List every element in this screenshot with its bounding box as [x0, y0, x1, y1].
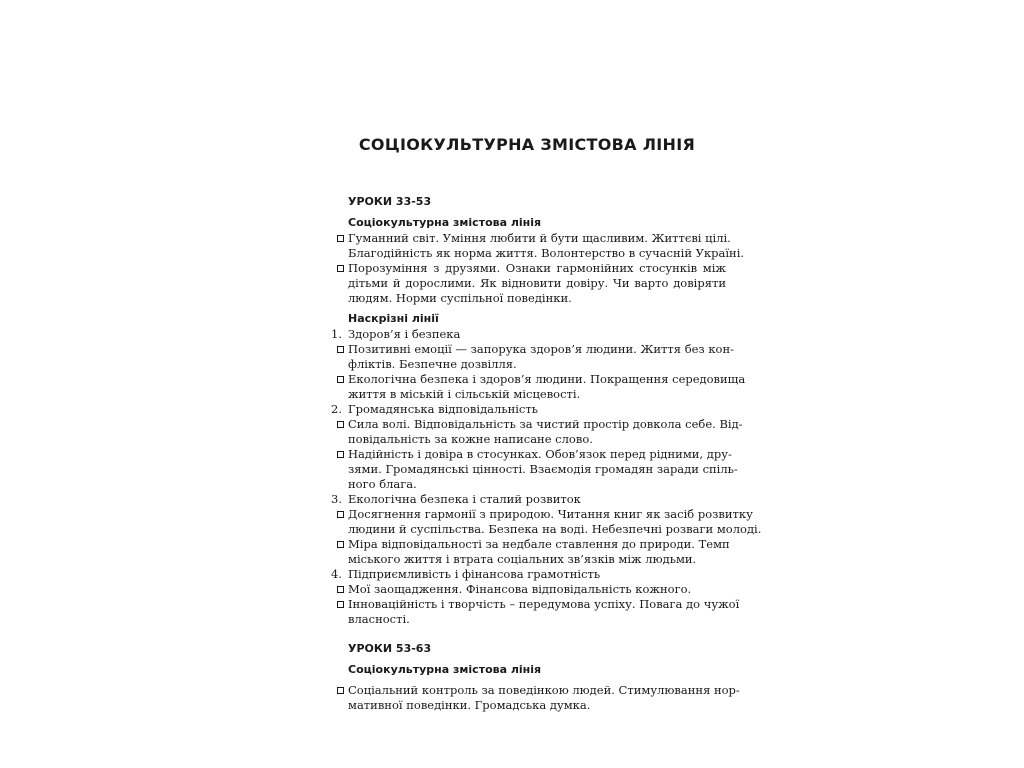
numbered-item — [331, 402, 726, 417]
content-column — [331, 194, 762, 713]
list-item: Сила волі. Відповідальність за чистий простір довкола себе. Від- повідальність за кожне написане слово. — [336, 417, 726, 447]
numbered-item — [331, 492, 726, 507]
numbered-item-text: Екологічна безпека і сталий розвиток — [348, 492, 581, 506]
item-number: 1. — [331, 327, 342, 341]
square-bullet-icon — [337, 421, 344, 428]
square-bullet-icon — [337, 687, 344, 694]
subsection-heading: Наскрізні лінії — [348, 312, 439, 325]
square-bullet-icon — [337, 265, 344, 272]
list-item: Мої заощадження. Фінансова відповідальність кожного. — [336, 582, 726, 597]
numbered-item-text: Здоров’я і безпека — [348, 327, 461, 341]
square-bullet-icon — [337, 511, 344, 518]
item-number: 4. — [331, 567, 342, 581]
numbered-item — [331, 567, 726, 582]
list-item: Інноваційність і творчість – передумова успіху. Повага до чужої власності. — [336, 597, 726, 627]
numbered-item — [331, 327, 726, 342]
list-item: Досягнення гармонії з природою. Читання книг як засіб розвитку людини й суспільства. Безпека на воді. Небезпечні розваги молоді. — [336, 507, 726, 537]
square-bullet-icon — [337, 376, 344, 383]
list-item: Гуманний світ. Уміння любити й бути щасливим. Життєві цілі. Благодійність як норма життя. Волонтерство в сучасній Україні. — [336, 231, 726, 261]
square-bullet-icon — [337, 586, 344, 593]
numbered-item-text: Підприємливість і фінансова грамотність — [348, 567, 601, 581]
list-item: Міра відповідальності за недбале ставлення до природи. Темп міського життя і втрата соціальних зв’язків між людьми. — [336, 537, 726, 567]
subsection-heading: Соціокультурна змістова лінія — [348, 663, 542, 676]
numbered-item-text: Громадянська відповідальність — [348, 402, 538, 416]
list-item: Надійність і довіра в стосунках. Обов’язок перед рідними, дру- зями. Громадянські цінності. Взаємодія громадян заради спіль- ного блага. — [336, 447, 726, 492]
square-bullet-icon — [337, 346, 344, 353]
list-item: Позитивні емоції — запорука здоров’я людини. Життя без кон- фліктів. Безпечне дозвілля. — [336, 342, 726, 372]
section-heading: УРОКИ 33-53 — [348, 195, 432, 208]
page-title: СОЦІОКУЛЬТУРНА ЗМІСТОВА ЛІНІЯ — [358, 135, 696, 154]
section-heading: УРОКИ 53-63 — [348, 642, 432, 655]
square-bullet-icon — [337, 451, 344, 458]
item-number: 2. — [331, 402, 342, 416]
square-bullet-icon — [337, 601, 344, 608]
subsection-heading: Соціокультурна змістова лінія — [348, 216, 542, 229]
square-bullet-icon — [337, 541, 344, 548]
list-item: Порозуміння з друзями. Ознаки гармонійних стосунків між дітьми й дорослими. Як відновити довіру. Чи варто довіряти людям. Норми суспільної поведінки. — [336, 261, 726, 306]
list-item: Екологічна безпека і здоров’я людини. Покращення середовища життя в міській і сільській місцевості. — [336, 372, 726, 402]
square-bullet-icon — [337, 235, 344, 242]
item-number: 3. — [331, 492, 342, 506]
list-item: Соціальний контроль за поведінкою людей. Стимулювання нор- мативної поведінки. Громадська думка. — [336, 683, 726, 713]
